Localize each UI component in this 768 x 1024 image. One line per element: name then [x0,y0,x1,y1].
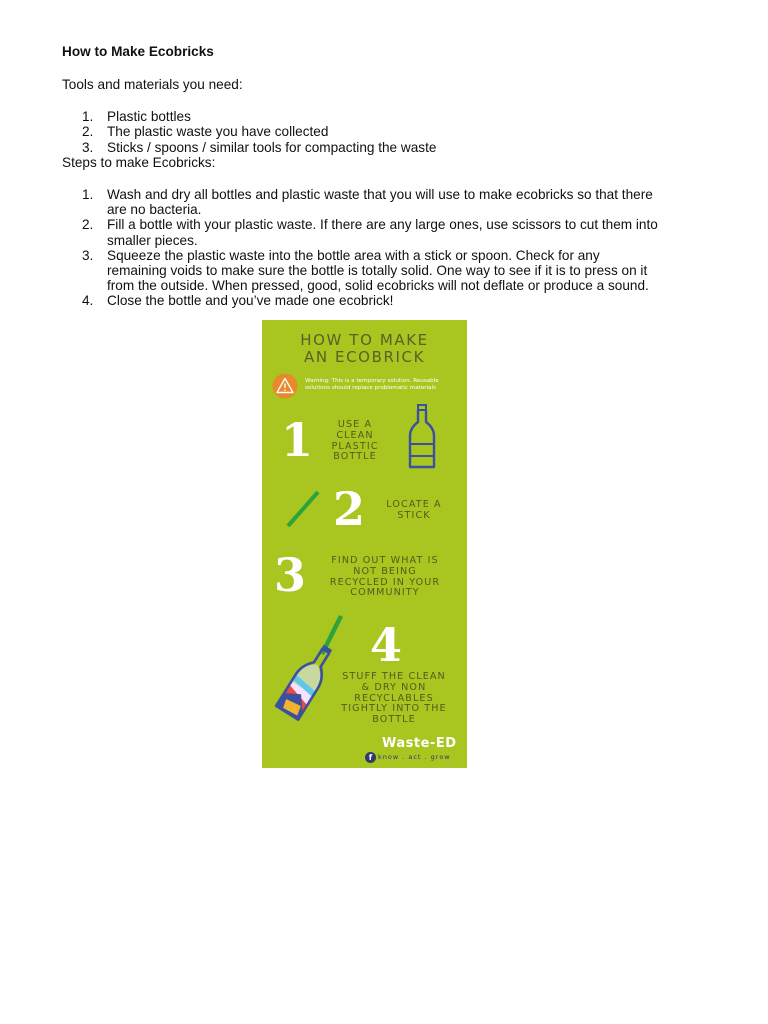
step-line: RECYCLABLES [354,692,434,704]
document-body [62,42,722,309]
list-number: 4. [82,293,94,309]
steps-list [62,187,722,309]
document-title: How to Make Ecobricks [62,44,214,59]
stick-icon [286,490,320,528]
list-number: 1. [82,187,94,203]
step-line: FIND OUT WHAT IS [331,555,439,566]
list-text [107,248,722,294]
list-item [62,109,722,124]
text-line: Close the bottle and you’ve made one ecobrick! [107,293,394,309]
text-line: remaining voids to make sure the bottle is totally solid. One way to see if it is to press on it [107,263,648,279]
warning-line: solutions should replace problematic materials [305,385,437,391]
ecobrick-infographic [262,320,467,768]
list-text [107,217,722,247]
step-line: CLEAN [336,429,374,441]
step-line: & DRY NON [361,681,427,693]
bottle-icon [407,404,437,470]
list-number: 3. [82,139,94,155]
step-line: STUFF THE CLEAN [342,671,446,682]
steps-label: Steps to make Ecobricks: [62,154,216,170]
list-text: Sticks / spoons / similar tools for compacting the waste [107,139,437,155]
tools-list [62,109,722,155]
list-text: Plastic bottles [107,109,191,125]
list-number: 1. [82,109,94,125]
step-line: LOCATE A [386,499,442,510]
text-line: are no bacteria. [107,202,202,218]
step-1-text [317,420,393,463]
title-line: AN ECOBRICK [303,348,426,366]
warning-text [305,378,461,392]
list-text [107,293,722,308]
list-number: 3. [82,247,94,263]
text-line: Squeeze the plastic waste into the bottle area with a stick or spoon. Check for any [107,247,600,263]
warning-icon [272,373,298,399]
infographic-title [262,332,467,366]
step-3-text [314,556,456,599]
tools-label: Tools and materials you need: [62,77,243,92]
text-line: from the outside. When pressed, good, solid ecobricks will not deflate or produce a sound. [107,278,649,294]
list-item [62,293,722,308]
step-number-4: 4 [370,618,403,672]
step-line: NOT BEING [353,565,417,577]
step-line: PLASTIC [331,440,379,452]
step-number-2: 2 [333,482,366,536]
logo-text: Waste-ED [382,736,457,751]
step-2-text [373,500,455,522]
warning-line: Warning: This is a temporary solution. Reusable [305,378,439,384]
list-item [62,187,722,217]
list-item [62,217,722,247]
step-line: BOTTLE [372,714,416,726]
waste-ed-logo [357,736,465,766]
text-line: Wash and dry all bottles and plastic waste that you will use to make ecobricks so that there [107,187,653,203]
list-text [107,187,722,217]
text-line: smaller pieces. [107,232,198,248]
step-line: USE A [337,419,373,430]
step-line: STICK [397,509,431,521]
step-line: COMMUNITY [350,587,420,599]
step-line: TIGHTLY INTO THE [341,703,447,715]
list-text: The plastic waste you have collected [107,124,329,140]
list-item [62,248,722,294]
step-line: RECYCLED IN YOUR [329,576,441,588]
list-item [62,124,722,139]
step-number-1: 1 [281,413,314,467]
facebook-icon: f [365,752,376,763]
list-number: 2. [82,217,94,233]
list-number: 2. [82,124,94,140]
text-line: Fill a bottle with your plastic waste. If there are any large ones, use scissors to cut them into [107,217,658,233]
step-4-text [324,672,464,726]
logo-tagline: know . act . grow [378,753,451,761]
step-line: BOTTLE [333,451,377,463]
step-number-3: 3 [274,548,307,602]
title-line: HOW TO MAKE [300,331,429,349]
list-item [62,140,722,155]
